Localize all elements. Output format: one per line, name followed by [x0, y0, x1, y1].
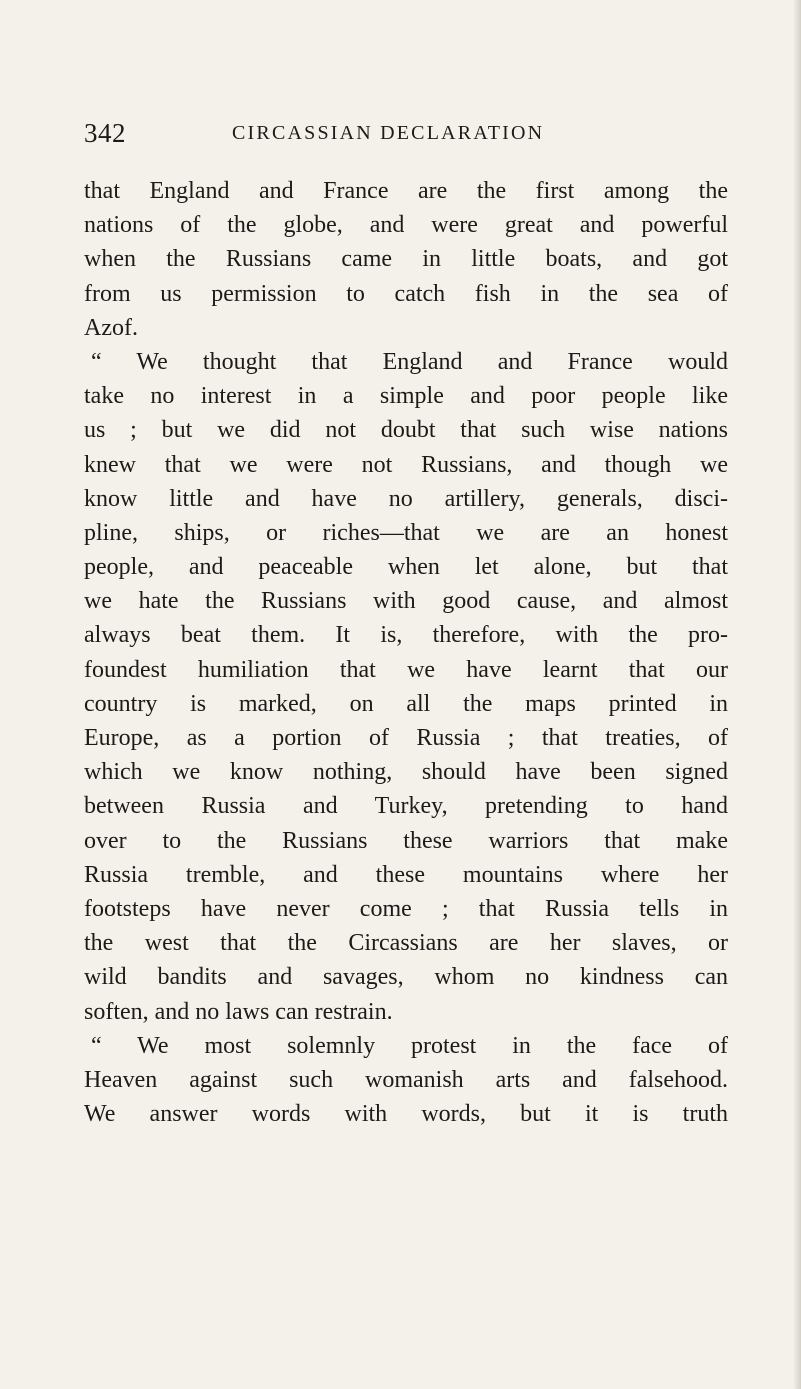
text-line: wild bandits and savages, whom no kindness can — [84, 964, 728, 991]
text-line: know little and have no artillery, generals, disci- — [84, 485, 728, 512]
paragraph-3 — [84, 1029, 728, 1132]
text-line: knew that we were not Russians, and though we — [84, 451, 728, 478]
text-line: we hate the Russians with good cause, and almost — [84, 588, 728, 615]
text-line: when the Russians came in little boats, and got — [84, 246, 728, 273]
text-line: “ We most solemnly protest in the face of — [91, 1032, 728, 1059]
text-line: us ; but we did not doubt that such wise nations — [84, 417, 728, 444]
text-line: take no interest in a simple and poor people like — [84, 383, 728, 410]
page-header — [0, 113, 801, 153]
text-line: over to the Russians these warriors that make — [84, 827, 728, 854]
text-line: Heaven against such womanish arts and falsehood. — [84, 1066, 728, 1093]
text-line: the west that the Circassians are her slaves, or — [84, 930, 728, 957]
text-line: Russia tremble, and these mountains where her — [84, 861, 728, 888]
text-line: Europe, as a portion of Russia ; that treaties, of — [84, 725, 728, 751]
body-text — [84, 174, 728, 1131]
page-number: 342 — [84, 118, 126, 148]
paragraph-1 — [84, 174, 728, 345]
text-line: which we know nothing, should have been signed — [84, 759, 728, 786]
text-line: that England and France are the first among the — [84, 178, 728, 204]
page-edge-shadow — [793, 0, 801, 1389]
text-line: soften, and no laws can restrain. — [84, 998, 393, 1025]
running-head: CIRCASSIAN DECLARATION — [232, 122, 545, 144]
text-line: Azof. — [84, 314, 138, 341]
text-line: from us permission to catch fish in the sea of — [84, 280, 728, 307]
text-line: country is marked, on all the maps printed in — [84, 690, 728, 717]
text-line: between Russia and Turkey, pretending to hand — [84, 793, 728, 820]
text-line: “ We thought that England and France would — [91, 348, 728, 375]
text-line: foundest humiliation that we have learnt that our — [84, 656, 728, 683]
text-line: people, and peaceable when let alone, but that — [84, 554, 728, 581]
text-line: footsteps have never come ; that Russia tells in — [84, 895, 728, 922]
text-line: pline, ships, or riches—that we are an honest — [84, 519, 728, 546]
text-line: We answer words with words, but it is truth — [84, 1101, 728, 1128]
paragraph-2 — [84, 345, 728, 1029]
text-line: always beat them. It is, therefore, with the pro- — [84, 622, 728, 649]
text-line: nations of the globe, and were great and powerful — [84, 212, 728, 239]
